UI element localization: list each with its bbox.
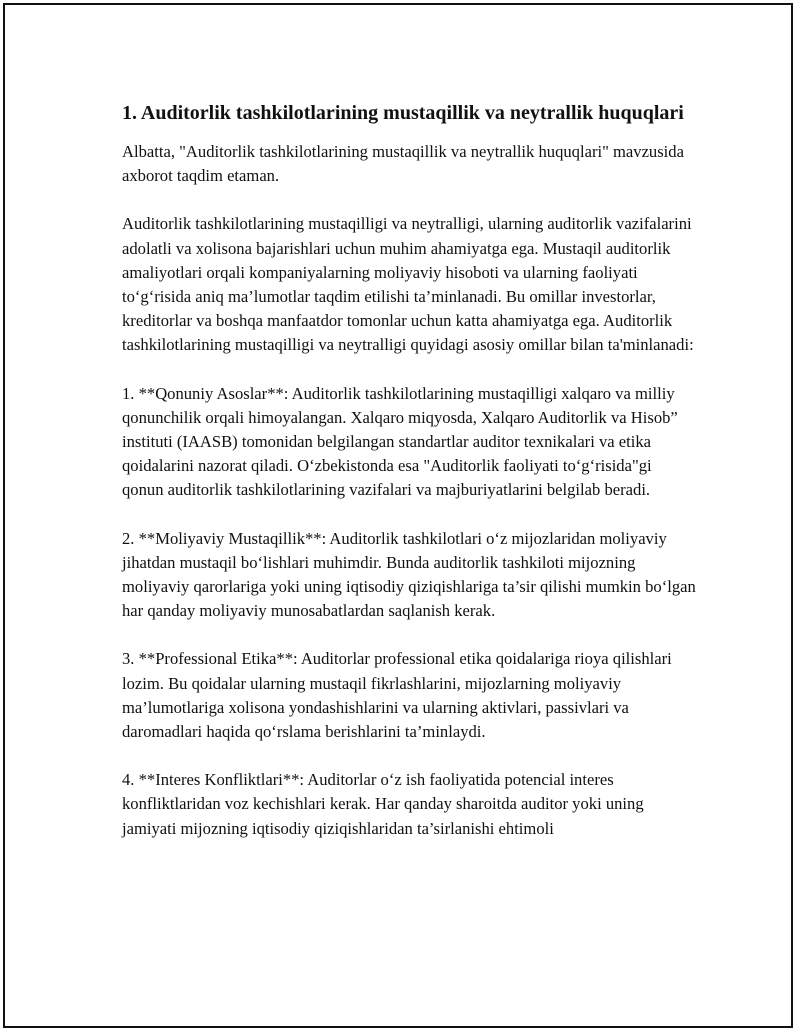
list-item-legal-basis: 1. **Qonuniy Asoslar**: Auditorlik tashkilotlarining mustaqilligi xalqaro va milliy qonunchilik orqali himoyalangan. Xalqaro miqyosda, Xalqaro Auditorlik va Hisob” instituti (IAASB) tomonidan belgilangan standartlar auditor texnikalari va etika qoidalarini nazorat qiladi. O‘zbekistonda esa "Auditorlik faoliyati to‘g‘risida"gi qonun auditorlik tashkilotlarining vazifalari va majburiyatlarini belgilab beradi. (122, 383, 678, 500)
list-item-conflicts-of-interest: 4. **Interes Konfliktlari**: Auditorlar o‘z ish faoliyatida potencial interes konfliktlaridan voz kechishlari kerak. Har qanday sharoitda auditor yoki uning jamiyati mijozning iqtisodiy qiziqishlaridan ta’sirlanishi ehtimoli (122, 770, 644, 838)
overview-paragraph: Auditorlik tashkilotlarining mustaqilligi va neytralligi, ularning auditorlik vazifalarini adolatli va xolisona bajarishlari uchun muhim ahamiyatga ega. Mustaqil auditorlik amaliyotlari orqali kompaniyalarning moliyaviy hisoboti va ularning faoliyati to‘g‘risida aniq ma’lumotlar taqdim etilishi ta’minlanadi. Bu omillar investorlar, kreditorlar va boshqa manfaatdor tomonlar uchun katta ahamiyatga ega. Auditorlik tashkilotlarining mustaqilligi va neytralligi quyidagi asosiy omillar bilan ta'minlanadi: (122, 214, 694, 355)
list-item-financial-independence: 2. **Moliyaviy Mustaqillik**: Auditorlik tashkilotlari o‘z mijozlaridan moliyaviy jihatdan mustaqil bo‘lishlari muhimdir. Bunda auditorlik tashkiloti mijozning moliyaviy qarorlariga yoki uning iqtisodiy qiziqishlariga ta’sir qilishi mumkin bo‘lgan har qanday moliyaviy munosabatlardan saqlanish kerak. (122, 528, 696, 621)
intro-paragraph: Albatta, "Auditorlik tashkilotlarining mustaqillik va neytrallik huquqlari" mavzusida axborot taqdim etaman. (122, 142, 684, 186)
list-item-professional-ethics: 3. **Professional Etika**: Auditorlar professional etika qoidalariga rioya qilishlari lozim. Bu qoidalar ularning mustaqil fikrlashlarini, mijozlarning moliyaviy ma’lumotlariga xolisona yondashishlarini va ularning aktivlari, passivlari va daromadlari haqida qo‘rslama berishlarini ta’minlaydi. (122, 649, 672, 742)
document-body (122, 99, 697, 865)
document-title: 1. Auditorlik tashkilotlarining mustaqillik va neytrallik huquqlari (122, 102, 684, 124)
document-page (3, 3, 793, 1028)
